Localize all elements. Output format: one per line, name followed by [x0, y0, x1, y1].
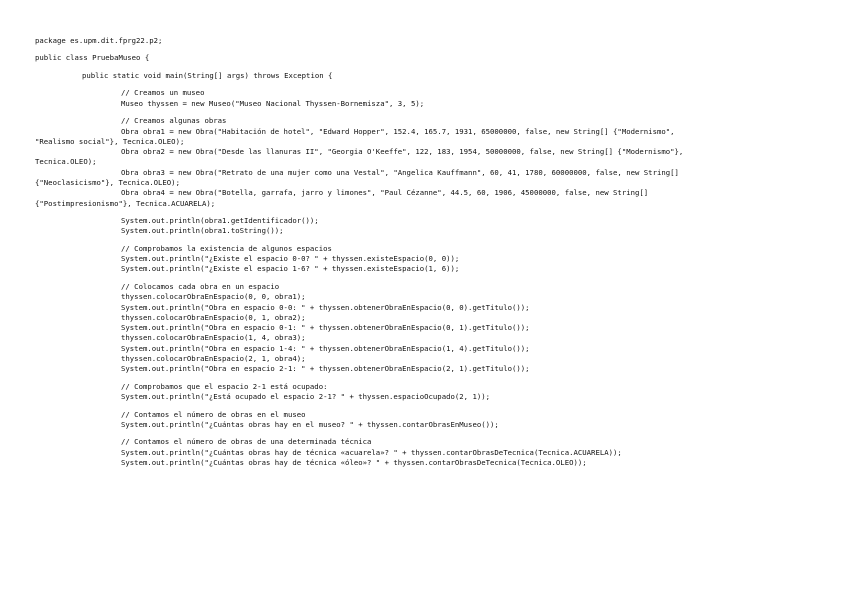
blank-line — [35, 275, 825, 282]
code-line: thyssen.colocarObraEnEspacio(0, 1, obra2); — [121, 312, 306, 322]
code-line: System.out.println("¿Cuántas obras hay en el museo? " + thyssen.contarObrasEnMuseo()); — [121, 419, 499, 429]
code-listing — [35, 36, 825, 468]
code-line-continuation: {"Neoclasicismo"}, Tecnica.OLEO); — [35, 178, 180, 188]
code-line: System.out.println("¿Cuántas obras hay de técnica «acuarela»? " + thyssen.contarObrasDeTecnica(Tecnica.ACUARELA)); — [121, 447, 622, 457]
code-comment: // Contamos el número de obras en el museo — [121, 409, 306, 419]
code-line: Obra obra4 = new Obra("Botella, garrafa, jarro y limones", "Paul Cézanne", 44.5, 60, 1906, 45000000, false, new String[] — [121, 188, 649, 198]
code-line: System.out.println("¿Cuántas obras hay de técnica «óleo»? " + thyssen.contarObrasDeTecnica(Tecnica.OLEO)); — [121, 457, 587, 467]
code-line-continuation: {"Postimpresionismo"}, Tecnica.ACUARELA); — [35, 198, 216, 208]
code-line: System.out.println(obra1.getIdentificador()); — [121, 216, 319, 226]
code-line-continuation: "Realismo social"}, Tecnica.OLEO); — [35, 136, 185, 146]
code-line: Obra obra2 = new Obra("Desde las llanuras II", "Georgia O'Keeffe", 122, 183, 1954, 50000000, false, new String[] {"Modernismo"}, — [121, 147, 684, 157]
code-line: System.out.println("Obra en espacio 2-1: " + thyssen.obtenerObraEnEspacio(2, 1).getTitulo()); — [121, 364, 530, 374]
blank-line — [35, 402, 825, 409]
blank-line — [35, 81, 825, 88]
blank-line — [35, 375, 825, 382]
code-line: thyssen.colocarObraEnEspacio(1, 4, obra3); — [121, 333, 306, 343]
code-comment: // Creamos algunas obras — [121, 116, 227, 126]
code-line: thyssen.colocarObraEnEspacio(2, 1, obra4); — [121, 354, 306, 364]
blank-line — [35, 64, 825, 71]
code-line: System.out.println(obra1.toString()); — [121, 226, 284, 236]
blank-line — [35, 430, 825, 437]
code-line: thyssen.colocarObraEnEspacio(0, 0, obra1); — [121, 292, 306, 302]
blank-line — [35, 109, 825, 116]
code-comment: // Comprobamos la existencia de algunos espacios — [121, 243, 332, 253]
code-line: Obra obra1 = new Obra("Habitación de hotel", "Edward Hopper", 152.4, 165.7, 1931, 65000000, false, new String[] {"Modernismo", — [121, 126, 675, 136]
code-comment: // Creamos un museo — [121, 88, 205, 98]
blank-line — [35, 237, 825, 244]
blank-line — [35, 46, 825, 53]
main-method-declaration: public static void main(String[] args) throws Exception { — [82, 70, 333, 80]
code-line: System.out.println("Obra en espacio 1-4: " + thyssen.obtenerObraEnEspacio(1, 4).getTitulo()); — [121, 343, 530, 353]
code-line: System.out.println("¿Existe el espacio 1-6? " + thyssen.existeEspacio(1, 6)); — [121, 264, 460, 274]
code-line: Obra obra3 = new Obra("Retrato de una mujer como una Vestal", "Angelica Kauffmann", 60, 41, 1780, 60000000, false, new String[] — [121, 167, 679, 177]
class-declaration: public class PruebaMuseo { — [35, 53, 150, 63]
code-comment: // Comprobamos que el espacio 2-1 está ocupado: — [121, 381, 328, 391]
code-comment: // Contamos el número de obras de una determinada técnica — [121, 437, 372, 447]
package-declaration: package es.upm.dit.fprg22.p2; — [35, 36, 163, 45]
code-line: Museo thyssen = new Museo("Museo Nacional Thyssen-Bornemisza", 3, 5); — [121, 98, 425, 108]
code-comment: // Colocamos cada obra en un espacio — [121, 281, 280, 291]
code-line: System.out.println("¿Está ocupado el espacio 2-1? " + thyssen.espacioOcupado(2, 1)); — [121, 392, 491, 402]
code-line-continuation: Tecnica.OLEO); — [35, 157, 97, 167]
code-line: System.out.println("Obra en espacio 0-0: " + thyssen.obtenerObraEnEspacio(0, 0).getTitulo()); — [121, 302, 530, 312]
code-line: System.out.println("Obra en espacio 0-1: " + thyssen.obtenerObraEnEspacio(0, 1).getTitulo()); — [121, 323, 530, 333]
blank-line — [35, 209, 825, 216]
code-line: System.out.println("¿Existe el espacio 0-0? " + thyssen.existeEspacio(0, 0)); — [121, 254, 460, 264]
